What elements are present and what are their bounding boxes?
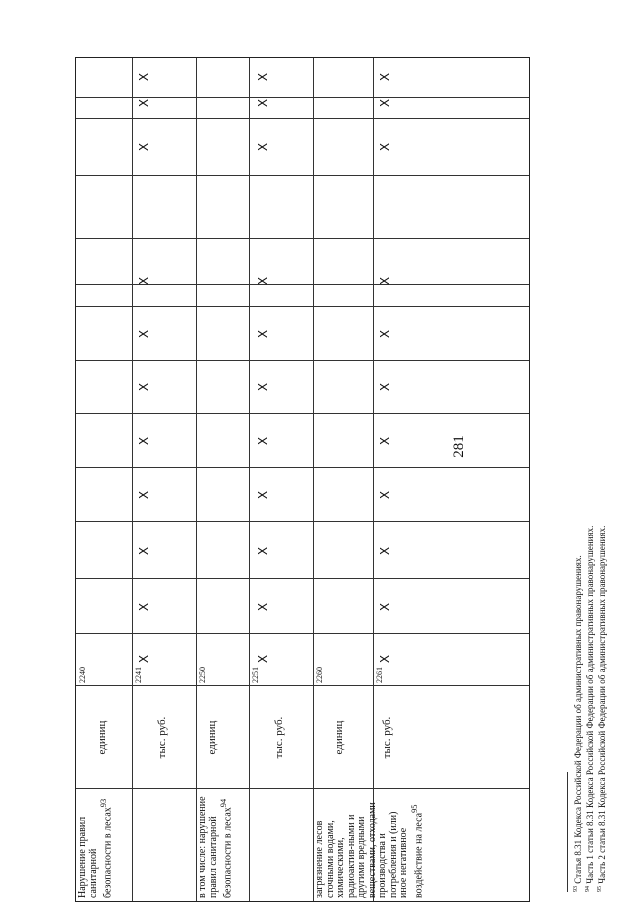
unit-cell: тыс. руб. (381, 716, 393, 759)
x-mark: X (378, 546, 392, 556)
data-table (75, 57, 530, 902)
line-code: 2251 (251, 667, 260, 683)
unit-cell: тыс. руб. (156, 716, 168, 759)
table-row (76, 58, 132, 901)
line-code: 2261 (375, 667, 384, 683)
unit-cell: тыс. руб. (273, 716, 285, 759)
x-mark: X (256, 382, 270, 392)
line-code: 2240 (78, 667, 87, 683)
x-mark: X (137, 602, 151, 612)
x-mark: X (378, 382, 392, 392)
x-mark: X (378, 654, 392, 664)
x-mark: X (256, 546, 270, 556)
x-mark: X (378, 329, 392, 339)
x-mark: X (378, 436, 392, 446)
x-mark: X (256, 72, 270, 82)
x-mark: X (137, 276, 151, 286)
unit-cell: единиц (96, 720, 108, 755)
x-mark: X (137, 98, 151, 108)
line-code: 2250 (198, 667, 207, 683)
x-mark: X (378, 602, 392, 612)
x-mark: X (256, 490, 270, 500)
x-mark: X (137, 72, 151, 82)
table-row (196, 58, 249, 901)
table-row (132, 58, 196, 901)
page-number: 281 (450, 435, 467, 458)
line-code: 2260 (315, 667, 324, 683)
x-mark: X (256, 654, 270, 664)
x-mark: X (137, 654, 151, 664)
x-mark: X (256, 436, 270, 446)
footnote: $^{94}$ Часть 1 статьи 8.31 Кодекса Российской Федерации об административных правонарушениях. (585, 525, 595, 892)
footnote: $^{95}$ Часть 2 статьи 8.31 Кодекса Российской Федерации об административных правонарушениях. (597, 525, 607, 892)
line-code: 2241 (134, 667, 143, 683)
footnote: $^{93}$ Статья 8.31 Кодекса Российской Федерации об административных правонарушениях. (573, 555, 583, 892)
x-mark: X (378, 490, 392, 500)
x-mark: X (256, 329, 270, 339)
x-mark: X (256, 602, 270, 612)
table-row (249, 58, 313, 901)
x-mark: X (137, 329, 151, 339)
x-mark: X (256, 142, 270, 152)
x-mark: X (378, 276, 392, 286)
table-row (313, 58, 373, 901)
x-mark: X (378, 142, 392, 152)
footnotes (567, 57, 627, 902)
x-mark: X (378, 72, 392, 82)
x-mark: X (256, 276, 270, 286)
unit-cell: единиц (333, 720, 345, 755)
x-mark: X (378, 98, 392, 108)
row-description: Нарушение правил санитарной безопасности в лесах$^{93}$ (77, 798, 114, 898)
x-mark: X (137, 382, 151, 392)
x-mark: X (137, 436, 151, 446)
x-mark: X (256, 98, 270, 108)
row-description: загрязнение лесов сточными водами, химическими, радиоактив-ными и другими вредными веществами, отходами производства и потребления и (или) иное негативное воздействие на леса$^{95}$ (314, 802, 424, 898)
unit-cell: единиц (206, 720, 218, 755)
x-mark: X (137, 142, 151, 152)
x-mark: X (137, 546, 151, 556)
table-row (373, 58, 531, 901)
row-description: в том числе: нарушение правил санитарной безопасности в лесах$^{94}$ (197, 796, 234, 898)
rotated-page-content (75, 57, 607, 902)
x-mark: X (137, 490, 151, 500)
